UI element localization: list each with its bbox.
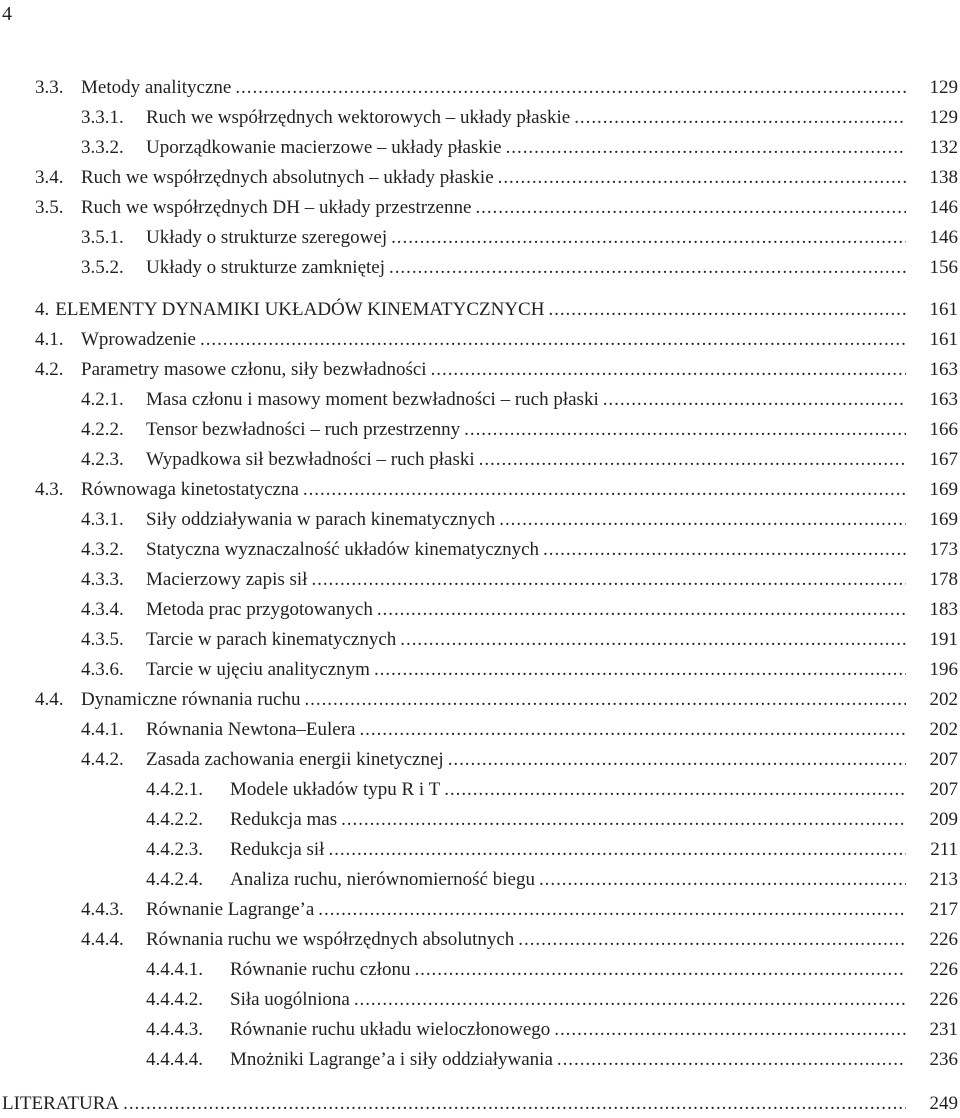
toc-entry-page: 217 [929, 899, 958, 920]
toc-entry-page: 209 [929, 809, 958, 830]
toc-entry-title: Mnożniki Lagrange’a i siły oddziaływania [230, 1049, 553, 1070]
toc-entry-number: 4.4. [35, 689, 64, 710]
toc-entry-page: 146 [929, 197, 958, 218]
toc-entry-number: 4.4.4.1. [146, 959, 203, 980]
toc-entry[interactable] [35, 75, 958, 101]
toc-entry-page: 132 [929, 137, 958, 158]
dot-leader [231, 75, 906, 101]
toc-entry[interactable] [146, 777, 958, 803]
toc-entry[interactable] [35, 477, 958, 503]
toc-entry[interactable] [146, 1017, 958, 1043]
dot-leader [385, 255, 906, 281]
toc-entry[interactable] [35, 687, 958, 713]
toc-entry[interactable] [81, 657, 958, 683]
toc-entry-number: 3.3. [35, 77, 64, 98]
toc-entry-page: 169 [929, 509, 958, 530]
toc-entry-number: 4.4.2.1. [146, 779, 203, 800]
toc-entry-title: Ruch we współrzędnych absolutnych – układy płaskie [81, 167, 494, 188]
dot-leader [373, 597, 906, 623]
toc-entry[interactable] [35, 195, 958, 221]
toc-entry[interactable] [81, 747, 958, 773]
dot-leader [471, 195, 906, 221]
toc-entry-page: 213 [929, 869, 958, 890]
toc-entry[interactable] [81, 135, 958, 161]
toc-entry-number: 4.4.2. [81, 749, 124, 770]
toc-entry-page: 129 [929, 107, 958, 128]
toc-entry-title: Równania Newtona–Eulera [146, 719, 356, 740]
toc-entry-page: 226 [929, 959, 958, 980]
toc-entry-number: 4.3. [35, 479, 64, 500]
toc-entry-page: 161 [929, 299, 958, 320]
toc-entry-page: 226 [929, 929, 958, 950]
toc-entry-title: Uporządkowanie macierzowe – układy płaskie [146, 137, 502, 158]
toc-entry-title: Tensor bezwładności – ruch przestrzenny [146, 419, 461, 440]
toc-entry-title: LITERATURA [2, 1093, 120, 1114]
toc-entry[interactable] [81, 507, 958, 533]
dot-leader [350, 987, 906, 1013]
toc-entry[interactable] [146, 987, 958, 1013]
dot-leader [119, 1091, 906, 1117]
toc-entry[interactable] [35, 357, 958, 383]
toc-entry[interactable] [81, 717, 958, 743]
page-number: 4 [2, 3, 12, 25]
dot-leader [196, 327, 906, 353]
toc-entry[interactable] [81, 597, 958, 623]
toc-entry-number: 4.3.6. [81, 659, 124, 680]
toc-entry-number: 4.3.5. [81, 629, 124, 650]
toc-entry[interactable] [35, 297, 958, 323]
dot-leader [337, 807, 906, 833]
toc-entry-number: 3.4. [35, 167, 64, 188]
toc-entry[interactable] [81, 567, 958, 593]
toc-entry[interactable] [81, 105, 958, 131]
toc-entry-page: 226 [929, 989, 958, 1010]
toc-entry-title: Siły oddziaływania w parach kinematycznych [146, 509, 496, 530]
toc-entry[interactable] [81, 417, 958, 443]
toc-entry-number: 4.1. [35, 329, 64, 350]
toc-entry-number: 4. [35, 299, 50, 320]
toc-entry-page: 166 [929, 419, 958, 440]
toc-entry[interactable] [81, 255, 958, 281]
dot-leader [495, 507, 906, 533]
toc-entry-title: Równanie Lagrange’a [146, 899, 315, 920]
toc-entry-title: Dynamiczne równania ruchu [81, 689, 301, 710]
toc-entry-page: 202 [929, 689, 958, 710]
toc-entry-number: 4.4.4.4. [146, 1049, 203, 1070]
toc-entry-page: 196 [929, 659, 958, 680]
dot-leader [502, 135, 906, 161]
dot-leader [494, 165, 906, 191]
toc-entry[interactable] [81, 225, 958, 251]
toc-entry-page: 191 [929, 629, 958, 650]
toc-entry-title: Układy o strukturze zamkniętej [146, 257, 386, 278]
dot-leader [355, 717, 906, 743]
dot-leader [553, 1047, 906, 1073]
dot-leader [314, 897, 906, 923]
toc-entry-page: 249 [929, 1093, 958, 1114]
toc-entry-title: Tarcie w parach kinematycznych [146, 629, 397, 650]
toc-entry-title: Ruch we współrzędnych wektorowych – układy płaskie [146, 107, 571, 128]
toc-entry-number: 4.4.2.3. [146, 839, 203, 860]
dot-leader [299, 477, 906, 503]
toc-entry[interactable] [81, 387, 958, 413]
toc-entry-title: Wprowadzenie [81, 329, 196, 350]
toc-entry[interactable] [81, 927, 958, 953]
toc-entry-page: 231 [929, 1019, 958, 1040]
toc-entry-number: 3.5. [35, 197, 64, 218]
toc-entry-number: 4.4.1. [81, 719, 124, 740]
dot-leader [550, 1017, 906, 1043]
toc-entry-number: 4.4.2.2. [146, 809, 203, 830]
toc-entry-page: 236 [929, 1049, 958, 1070]
toc-entry[interactable] [81, 447, 958, 473]
toc-entry-page: 163 [929, 359, 958, 380]
toc-entry[interactable] [35, 165, 958, 191]
dot-leader [387, 225, 906, 251]
toc-entry[interactable] [81, 897, 958, 923]
toc-entry-page: 156 [929, 257, 958, 278]
dot-leader [539, 537, 906, 563]
toc-entry-number: 4.3.4. [81, 599, 124, 620]
toc-entry-number: 3.5.2. [81, 257, 124, 278]
toc-entry[interactable] [146, 807, 958, 833]
dot-leader [444, 747, 906, 773]
toc-entry-page: 211 [930, 839, 958, 860]
toc-entry-number: 3.3.1. [81, 107, 124, 128]
toc-entry-title: Wypadkowa sił bezwładności – ruch płaski [146, 449, 475, 470]
toc-entry-title: Analiza ruchu, nierównomierność biegu [230, 869, 535, 890]
toc-entry-title: Siła uogólniona [230, 989, 350, 1010]
toc-entry-title: Równania ruchu we współrzędnych absolutnych [146, 929, 515, 950]
dot-leader [599, 387, 906, 413]
dot-leader [440, 777, 906, 803]
toc-entry-number: 4.3.2. [81, 539, 124, 560]
dot-leader [475, 447, 906, 473]
toc-entry-title: Masa członu i masowy moment bezwładności – ruch płaski [146, 389, 599, 410]
toc-entry-number: 4.3.1. [81, 509, 124, 530]
dot-leader [300, 687, 906, 713]
toc-entry-title: ELEMENTY DYNAMIKI UKŁADÓW KINEMATYCZNYCH [55, 299, 545, 320]
toc-entry[interactable] [146, 957, 958, 983]
dot-leader [410, 957, 906, 983]
toc-entry-title: Równanie ruchu układu wieloczłonowego [230, 1019, 551, 1040]
toc-entry-page: 207 [929, 749, 958, 770]
toc-entry-number: 3.3.2. [81, 137, 124, 158]
toc-entry-title: Redukcja mas [230, 809, 338, 830]
toc-entry-number: 4.4.4.2. [146, 989, 203, 1010]
toc-entry[interactable] [35, 327, 958, 353]
toc-entry-page: 161 [929, 329, 958, 350]
dot-leader [370, 657, 906, 683]
toc-entry-number: 4.2.2. [81, 419, 124, 440]
toc-entry-page: 202 [929, 719, 958, 740]
toc-entry[interactable] [81, 537, 958, 563]
toc-entry-title: Metoda prac przygotowanych [146, 599, 373, 620]
toc-entry-page: 167 [929, 449, 958, 470]
toc-entry-page: 173 [929, 539, 958, 560]
toc-entry-title: Równanie ruchu członu [230, 959, 411, 980]
toc-entry-title: Modele układów typu R i T [230, 779, 441, 800]
toc-entry-title: Ruch we współrzędnych DH – układy przestrzenne [81, 197, 472, 218]
dot-leader [427, 357, 906, 383]
toc-entry-title: Metody analityczne [81, 77, 232, 98]
dot-leader [460, 417, 906, 443]
toc-entry-number: 4.4.3. [81, 899, 124, 920]
toc-entry-title: Zasada zachowania energii kinetycznej [146, 749, 444, 770]
toc-entry-page: 178 [929, 569, 958, 590]
dot-leader [570, 105, 906, 131]
toc-entry-page: 163 [929, 389, 958, 410]
toc-entry-page: 146 [929, 227, 958, 248]
toc-entry-number: 4.2. [35, 359, 64, 380]
toc-entry-number: 4.4.2.4. [146, 869, 203, 890]
toc-entry-title: Parametry masowe członu, siły bezwładności [81, 359, 427, 380]
dot-leader [535, 867, 906, 893]
toc-entry-title: Redukcja sił [230, 839, 325, 860]
toc-entry-title: Tarcie w ujęciu analitycznym [146, 659, 370, 680]
toc-entry-title: Równowaga kinetostatyczna [81, 479, 299, 500]
toc-entry-title: Macierzowy zapis sił [146, 569, 308, 590]
toc-entry-number: 4.2.3. [81, 449, 124, 470]
toc-entry-page: 183 [929, 599, 958, 620]
dot-leader [307, 567, 906, 593]
dot-leader [514, 927, 906, 953]
toc-entry-number: 3.5.1. [81, 227, 124, 248]
toc-entry-title: Układy o strukturze szeregowej [146, 227, 388, 248]
toc-entry-number: 4.2.1. [81, 389, 124, 410]
toc-entry-page: 207 [929, 779, 958, 800]
toc-entry-number: 4.3.3. [81, 569, 124, 590]
dot-leader [396, 627, 906, 653]
dot-leader [324, 837, 906, 863]
toc-entry[interactable] [81, 627, 958, 653]
toc-entry-page: 138 [929, 167, 958, 188]
dot-leader [544, 297, 906, 323]
toc-entry-title: Statyczna wyznaczalność układów kinematycznych [146, 539, 540, 560]
toc-entry-number: 4.4.4.3. [146, 1019, 203, 1040]
toc-entry[interactable] [2, 1091, 958, 1117]
toc-entry[interactable] [146, 837, 958, 863]
toc-entry-page: 129 [929, 77, 958, 98]
toc-entry-page: 169 [929, 479, 958, 500]
toc-entry-number: 4.4.4. [81, 929, 124, 950]
toc-entry[interactable] [146, 867, 958, 893]
toc-entry[interactable] [146, 1047, 958, 1073]
